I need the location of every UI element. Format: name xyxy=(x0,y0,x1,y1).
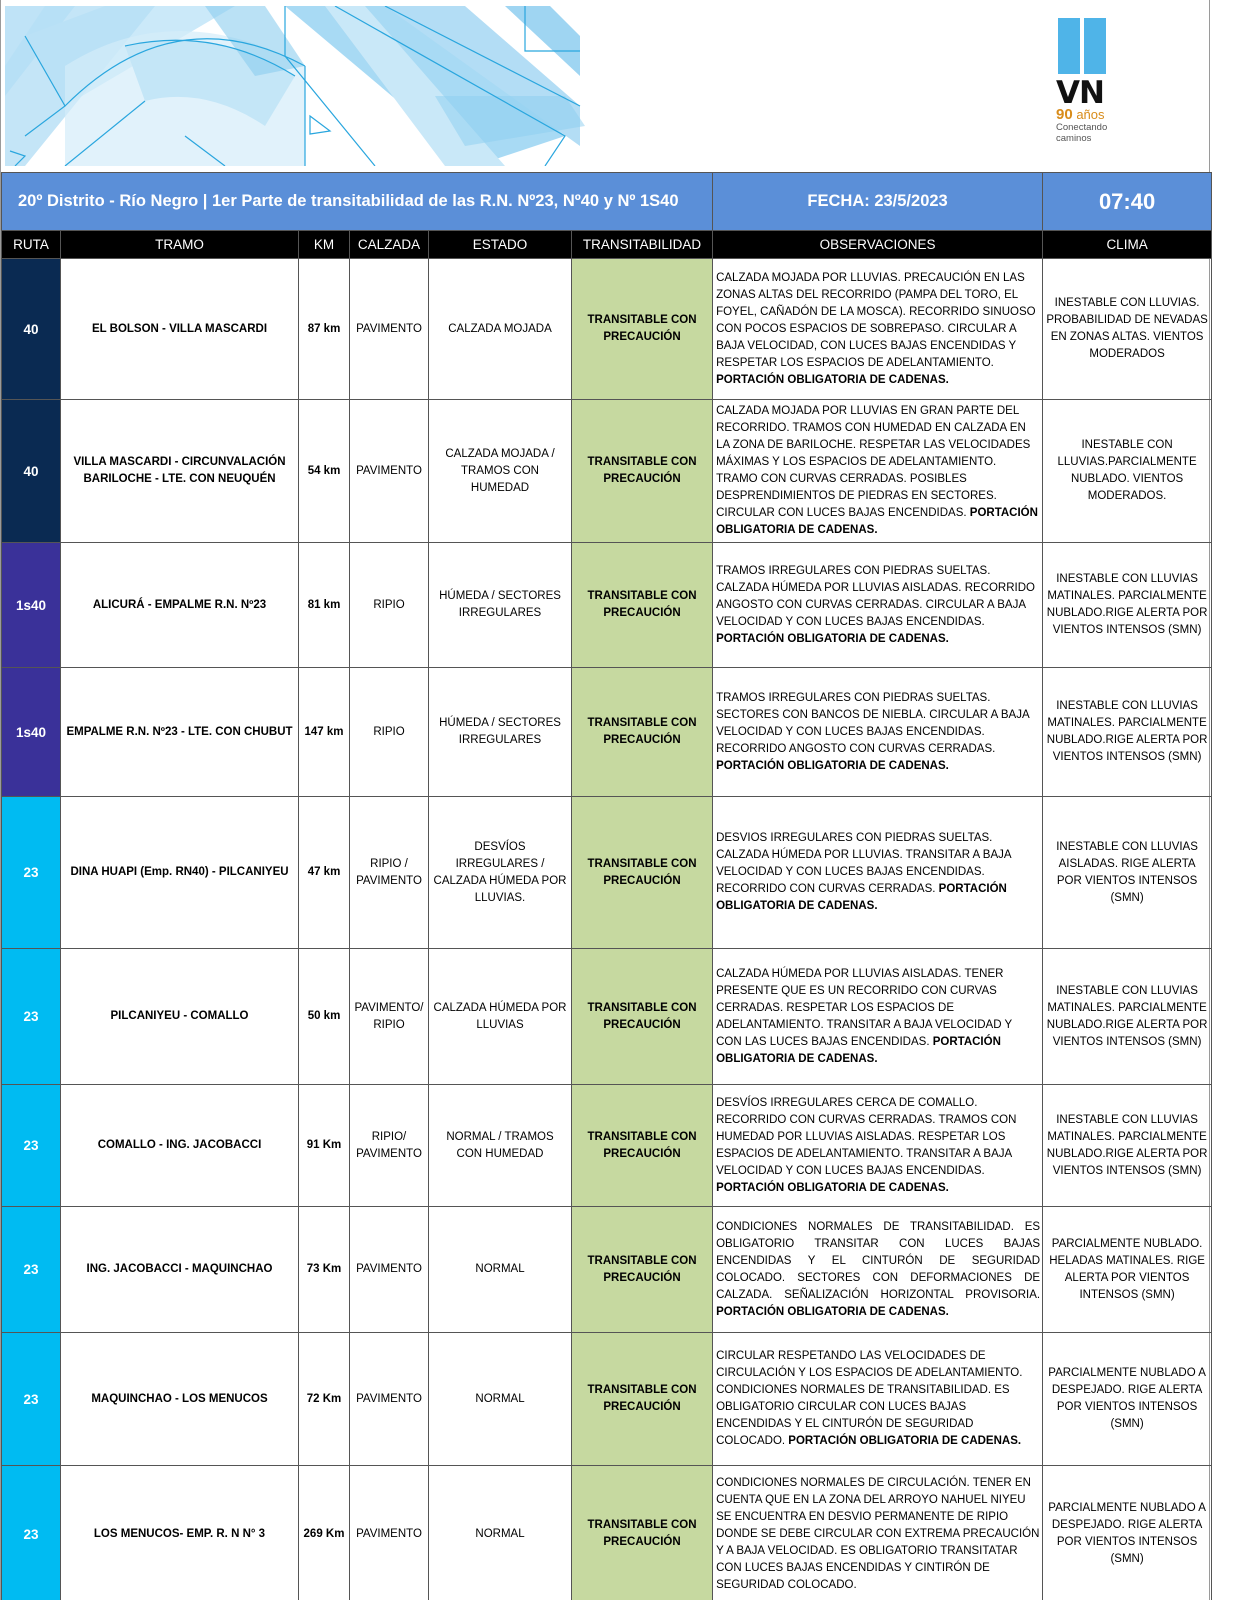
km-cell: 47 km xyxy=(299,797,350,949)
transitability-table xyxy=(1,172,1212,1600)
clima-cell: PARCIALMENTE NUBLADO A DESPEJADO. RIGE ALERTA POR VIENTOS INTENSOS (SMN) xyxy=(1043,1466,1212,1600)
observaciones-cell: CALZADA MOJADA POR LLUVIAS. PRECAUCIÓN EN LAS ZONAS ALTAS DEL RECORRIDO (PAMPA DEL TORO, EL FOYEL, CAÑADÓN DE LA MOSCA). RECORRIDO SINUOSO CON POCOS ESPACIOS DE SOBREPASO. CIRCULAR A BAJA VELOCIDAD, CON LUCES BAJAS ENCENDIDAS Y RESPETAR LOS ESPACIOS DE ADELANTAMIENTO. PORTACIÓN OBLIGATORIA DE CADENAS. xyxy=(713,259,1043,400)
observaciones-cell: TRAMOS IRREGULARES CON PIEDRAS SUELTAS. CALZADA HÚMEDA POR LLUVIAS AISLADAS. RECORRIDO ANGOSTO CON CURVAS CERRADAS. CIRCULAR A BAJA VELOCIDAD Y CON LUCES BAJAS ENCENDIDAS. PORTACIÓN OBLIGATORIA DE CADENAS. xyxy=(713,543,1043,668)
logo-tagline-1: Conectando xyxy=(1056,122,1108,133)
observaciones-cell: CONDICIONES NORMALES DE CIRCULACIÓN. TENER EN CUENTA QUE EN LA ZONA DEL ARROYO NAHUEL NIYEU SE ENCUENTRA EN DESVIO PERMANENTE DE RIPIO DONDE SE DEBE CIRCULAR CON EXTREMA PRECAUCIÓN Y A BAJA VELOCIDAD. ES OBLIGATORIO TRANSITATAR CON LUCES BAJAS ENCENDIDAS Y CINTIRÓN DE SEGURIDAD COLOCADO. xyxy=(713,1466,1043,1600)
table-row xyxy=(2,949,1212,1085)
transitabilidad-cell: TRANSITABLE CON PRECAUCIÓN xyxy=(572,400,713,543)
table-row xyxy=(2,259,1212,400)
calzada-cell: PAVIMENTO xyxy=(350,1333,429,1466)
tramo-cell: MAQUINCHAO - LOS MENUCOS xyxy=(61,1333,299,1466)
clima-cell: PARCIALMENTE NUBLADO A DESPEJADO. RIGE ALERTA POR VIENTOS INTENSOS (SMN) xyxy=(1043,1333,1212,1466)
tramo-cell: EL BOLSON - VILLA MASCARDI xyxy=(61,259,299,400)
estado-cell: CALZADA HÚMEDA POR LLUVIAS xyxy=(429,949,572,1085)
calzada-cell: RIPIO xyxy=(350,668,429,797)
ruta-cell: 23 xyxy=(2,797,61,949)
transitabilidad-cell: TRANSITABLE CON PRECAUCIÓN xyxy=(572,1466,713,1600)
tramo-cell: ING. JACOBACCI - MAQUINCHAO xyxy=(61,1207,299,1333)
report-header-row xyxy=(2,173,1212,231)
observaciones-cell: TRAMOS IRREGULARES CON PIEDRAS SUELTAS. SECTORES CON BANCOS DE NIEBLA. CIRCULAR A BAJA VELOCIDAD Y CON LUCES BAJAS ENCENDIDAS. RECORRIDO ANGOSTO CON CURVAS CERRADAS. PORTACIÓN OBLIGATORIA DE CADENAS. xyxy=(713,668,1043,797)
estado-cell: NORMAL xyxy=(429,1333,572,1466)
tramo-cell: ALICURÁ - EMPALME R.N. Nº23 xyxy=(61,543,299,668)
tramo-cell: PILCANIYEU - COMALLO xyxy=(61,949,299,1085)
col-clima: CLIMA xyxy=(1043,231,1212,259)
estado-cell: CALZADA MOJADA xyxy=(429,259,572,400)
calzada-cell: RIPIO xyxy=(350,543,429,668)
km-cell: 87 km xyxy=(299,259,350,400)
column-header-row xyxy=(2,231,1212,259)
ruta-cell: 1s40 xyxy=(2,668,61,797)
col-km: KM xyxy=(299,231,350,259)
km-cell: 50 km xyxy=(299,949,350,1085)
transitabilidad-cell: TRANSITABLE CON PRECAUCIÓN xyxy=(572,1333,713,1466)
km-cell: 269 Km xyxy=(299,1466,350,1600)
logo-tagline-2: caminos xyxy=(1056,133,1092,144)
header-banner xyxy=(1,0,1211,172)
km-cell: 72 Km xyxy=(299,1333,350,1466)
clima-cell: INESTABLE CON LLUVIAS MATINALES. PARCIALMENTE NUBLADO.RIGE ALERTA POR VIENTOS INTENSOS (SMN) xyxy=(1043,1085,1212,1207)
ruta-cell: 23 xyxy=(2,1466,61,1600)
clima-cell: INESTABLE CON LLUVIAS MATINALES. PARCIALMENTE NUBLADO.RIGE ALERTA POR VIENTOS INTENSOS (SMN) xyxy=(1043,668,1212,797)
calzada-cell: PAVIMENTO/ RIPIO xyxy=(350,949,429,1085)
estado-cell: HÚMEDA / SECTORES IRREGULARES xyxy=(429,543,572,668)
estado-cell: DESVÍOS IRREGULARES / CALZADA HÚMEDA POR LLUVIAS. xyxy=(429,797,572,949)
tramo-cell: VILLA MASCARDI - CIRCUNVALACIÓN BARILOCHE - LTE. CON NEUQUÉN xyxy=(61,400,299,543)
clima-cell: INESTABLE CON LLUVIAS MATINALES. PARCIALMENTE NUBLADO.RIGE ALERTA POR VIENTOS INTENSOS (SMN) xyxy=(1043,949,1212,1085)
col-transitabilidad: TRANSITABILIDAD xyxy=(572,231,713,259)
ruta-cell: 23 xyxy=(2,949,61,1085)
clima-cell: PARCIALMENTE NUBLADO. HELADAS MATINALES. RIGE ALERTA POR VIENTOS INTENSOS (SMN) xyxy=(1043,1207,1212,1333)
transitabilidad-cell: TRANSITABLE CON PRECAUCIÓN xyxy=(572,1085,713,1207)
estado-cell: HÚMEDA / SECTORES IRREGULARES xyxy=(429,668,572,797)
table-row xyxy=(2,1085,1212,1207)
tramo-cell: DINA HUAPI (Emp. RN40) - PILCANIYEU xyxy=(61,797,299,949)
calzada-cell: RIPIO/ PAVIMENTO xyxy=(350,1085,429,1207)
tramo-cell: EMPALME R.N. Nº23 - LTE. CON CHUBUT xyxy=(61,668,299,797)
col-observaciones: OBSERVACIONES xyxy=(713,231,1043,259)
calzada-cell: RIPIO / PAVIMENTO xyxy=(350,797,429,949)
table-row xyxy=(2,543,1212,668)
observaciones-cell: CALZADA MOJADA POR LLUVIAS EN GRAN PARTE DEL RECORRIDO. TRAMOS CON HUMEDAD EN CALZADA EN LA ZONA DE BARILOCHE. RESPETAR LAS VELOCIDADES MÁXIMAS Y LOS ESPACIOS DE ADELANTAMIENTO. TRAMO CON CURVAS CERRADAS. POSIBLES DESPRENDIMIENTOS DE PIEDRAS EN SECTORES. CIRCULAR CON LUCES BAJAS ENCENDIDAS. PORTACIÓN OBLIGATORIA DE CADENAS. xyxy=(713,400,1043,543)
logo-anniversary: 90 años xyxy=(1056,106,1105,123)
table-row xyxy=(2,400,1212,543)
observaciones-cell: CONDICIONES NORMALES DE TRANSITABILIDAD. ES OBLIGATORIO TRANSITAR CON LUCES BAJAS ENCENDIDAS Y EL CINTURÓN DE SEGURIDAD COLOCADO. SECTORES CON DEFORMACIONES DE CALZADA. SEÑALIZACIÓN HORIZONTAL PROVISORIA. PORTACIÓN OBLIGATORIA DE CADENAS. xyxy=(713,1207,1043,1333)
transitabilidad-cell: TRANSITABLE CON PRECAUCIÓN xyxy=(572,543,713,668)
transitabilidad-cell: TRANSITABLE CON PRECAUCIÓN xyxy=(572,797,713,949)
clima-cell: INESTABLE CON LLUVIAS AISLADAS. RIGE ALERTA POR VIENTOS INTENSOS (SMN) xyxy=(1043,797,1212,949)
km-cell: 147 km xyxy=(299,668,350,797)
table-row xyxy=(2,668,1212,797)
table-row xyxy=(2,797,1212,949)
vn-logo xyxy=(1056,18,1146,144)
clima-cell: INESTABLE CON LLUVIAS MATINALES. PARCIALMENTE NUBLADO.RIGE ALERTA POR VIENTOS INTENSOS (SMN) xyxy=(1043,543,1212,668)
transitabilidad-cell: TRANSITABLE CON PRECAUCIÓN xyxy=(572,668,713,797)
calzada-cell: PAVIMENTO xyxy=(350,1466,429,1600)
transitabilidad-cell: TRANSITABLE CON PRECAUCIÓN xyxy=(572,1207,713,1333)
km-cell: 73 Km xyxy=(299,1207,350,1333)
table-row xyxy=(2,1207,1212,1333)
observaciones-cell: CIRCULAR RESPETANDO LAS VELOCIDADES DE CIRCULACIÓN Y LOS ESPACIOS DE ADELANTAMIENTO. CONDICIONES NORMALES DE TRANSITABILIDAD. ES OBLIGATORIO CIRCULAR CON LUCES BAJAS ENCENDIDAS Y EL CINTURÓN DE SEGURIDAD COLOCADO. PORTACIÓN OBLIGATORIA DE CADENAS. xyxy=(713,1333,1043,1466)
col-tramo: TRAMO xyxy=(61,231,299,259)
estado-cell: CALZADA MOJADA / TRAMOS CON HUMEDAD xyxy=(429,400,572,543)
transitabilidad-cell: TRANSITABLE CON PRECAUCIÓN xyxy=(572,949,713,1085)
col-ruta: RUTA xyxy=(2,231,61,259)
km-cell: 91 Km xyxy=(299,1085,350,1207)
ruta-cell: 23 xyxy=(2,1333,61,1466)
table-row xyxy=(2,1333,1212,1466)
km-cell: 54 km xyxy=(299,400,350,543)
clima-cell: INESTABLE CON LLUVIAS. PROBABILIDAD DE NEVADAS EN ZONAS ALTAS. VIENTOS MODERADOS xyxy=(1043,259,1212,400)
logo-initials: VN xyxy=(1056,75,1104,111)
transitabilidad-cell: TRANSITABLE CON PRECAUCIÓN xyxy=(572,259,713,400)
decorative-road-pattern xyxy=(5,6,585,166)
report-date: FECHA: 23/5/2023 xyxy=(713,173,1043,231)
calzada-cell: PAVIMENTO xyxy=(350,400,429,543)
tramo-cell: COMALLO - ING. JACOBACCI xyxy=(61,1085,299,1207)
estado-cell: NORMAL / TRAMOS CON HUMEDAD xyxy=(429,1085,572,1207)
observaciones-cell: CALZADA HÚMEDA POR LLUVIAS AISLADAS. TENER PRESENTE QUE ES UN RECORRIDO CON CURVAS CERRADAS. RESPETAR LOS ESPACIOS DE ADELANTAMIENTO. TRANSITAR A BAJA VELOCIDAD Y CON LAS LUCES BAJAS ENCENDIDAS. PORTACIÓN OBLIGATORIA DE CADENAS. xyxy=(713,949,1043,1085)
ruta-cell: 40 xyxy=(2,259,61,400)
observaciones-cell: DESVÍOS IRREGULARES CERCA DE COMALLO. RECORRIDO CON CURVAS CERRADAS. TRAMOS CON HUMEDAD POR LLUVIAS AISLADAS. RESPETAR LOS ESPACIOS DE ADELANTAMIENTO. TRANSITAR A BAJA VELOCIDAD Y CON LUCES BAJAS ENCENDIDAS. PORTACIÓN OBLIGATORIA DE CADENAS. xyxy=(713,1085,1043,1207)
report-time: 07:40 xyxy=(1043,173,1212,231)
estado-cell: NORMAL xyxy=(429,1207,572,1333)
ruta-cell: 23 xyxy=(2,1207,61,1333)
calzada-cell: PAVIMENTO xyxy=(350,259,429,400)
col-estado: ESTADO xyxy=(429,231,572,259)
col-calzada: CALZADA xyxy=(350,231,429,259)
calzada-cell: PAVIMENTO xyxy=(350,1207,429,1333)
observaciones-cell: DESVIOS IRREGULARES CON PIEDRAS SUELTAS. CALZADA HÚMEDA POR LLUVIAS. TRANSITAR A BAJA VELOCIDAD Y CON LUCES BAJAS ENCENDIDAS. RECORRIDO CON CURVAS CERRADAS. PORTACIÓN OBLIGATORIA DE CADENAS. xyxy=(713,797,1043,949)
clima-cell: INESTABLE CON LLUVIAS.PARCIALMENTE NUBLADO. VIENTOS MODERADOS. xyxy=(1043,400,1212,543)
ruta-cell: 23 xyxy=(2,1085,61,1207)
tramo-cell: LOS MENUCOS- EMP. R. N N° 3 xyxy=(61,1466,299,1600)
estado-cell: NORMAL xyxy=(429,1466,572,1600)
km-cell: 81 km xyxy=(299,543,350,668)
table-row xyxy=(2,1466,1212,1600)
report-title: 20º Distrito - Río Negro | 1er Parte de transitabilidad de las R.N. Nº23, Nº40 y Nº 1S40 xyxy=(2,173,713,231)
ruta-cell: 40 xyxy=(2,400,61,543)
ruta-cell: 1s40 xyxy=(2,543,61,668)
